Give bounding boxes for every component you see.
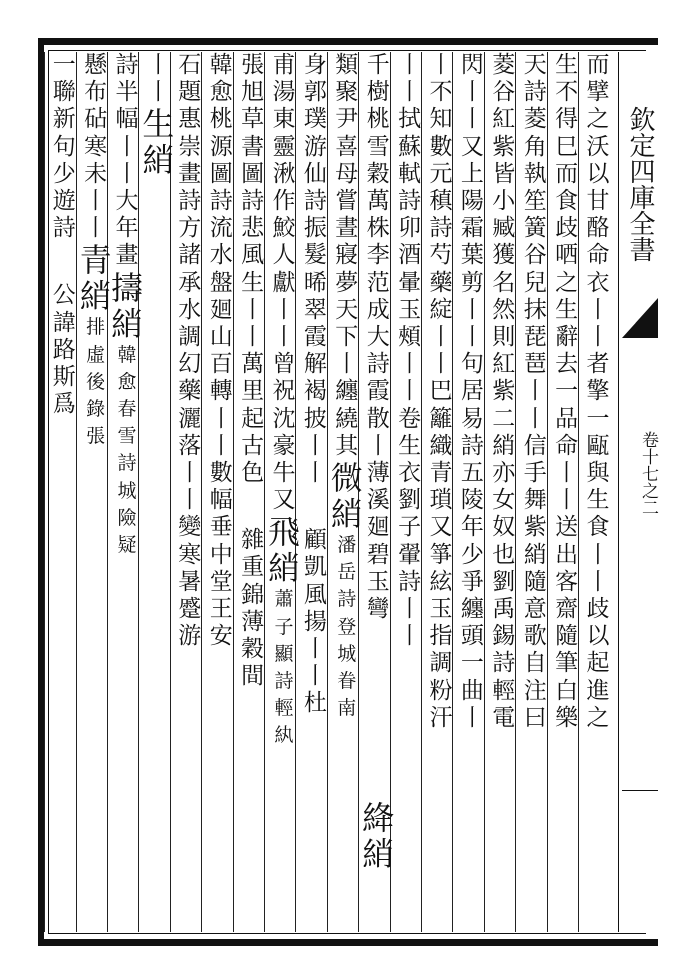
entry-heading-jiang — [360, 800, 396, 930]
entry-heading: 青 綃 — [79, 241, 112, 316]
column-text-after: 韓 愈 春 雪 詩 城 險 疑 — [117, 343, 137, 557]
column-text: 丨 丨 拭 蘇 軾 詩 卯 酒 暈 玉 頰 丨 丨 卷 生 衣 劉 子 翬 詩 丨 丨 — [398, 52, 422, 650]
column-text-after: 潘 岳 詩 登 城 眷 南 — [337, 534, 357, 720]
column-text: 張 旭 草 書 圖 詩 悲 風 生 丨 丨 萬 里 起 古 色 — [241, 52, 265, 487]
column-text: 懸 布 砧 寒 未 丨 丨 — [84, 52, 108, 242]
book-title: 欽定四庫全書 — [625, 106, 655, 262]
column-text-lower: 顧 凱 風 揚 丨 丨 杜 — [303, 527, 327, 717]
column-text: 而 擘 之 沃 以 甘 酪 命 衣 丨 丨 者 擎 一 甌 與 生 食 丨 丨 歧 以 起 進 之 — [586, 52, 610, 731]
column-text: 生 不 得 巳 而 食 歧 哂 之 生 辭 去 一 品 命 丨 丨 送 出 客 齋 隨 筆 白 樂 — [555, 52, 579, 731]
column-text-lower: 公 諱 路 斯 爲 — [52, 282, 76, 418]
column-text: 天 詩 菱 角 執 笙 簧 谷 兒 抹 琵 琶 丨 丨 信 手 舞 紫 綃 隨 意 歌 自 注 曰 — [523, 52, 547, 731]
text-column — [203, 52, 239, 932]
column-text-after: 蕭 子 顯 詩 輕 紈 — [274, 588, 294, 747]
column-text: 石 題 惠 崇 畫 詩 方 諸 承 水 調 幻 藥 灑 落 丨 丨 變 寒 暑 蹙 游 — [178, 52, 202, 650]
entry-heading: 微 綃 — [330, 459, 363, 534]
column-text: 閃 丨 丨 又 上 陽 霜 葉 剪 丨 丨 句 居 易 詩 五 陵 年 少 爭 纏 頭 一 曲 丨 — [460, 52, 484, 731]
column-text: 千 樹 桃 雪 穀 萬 株 李 范 成 大 詩 霞 散 丨 薄 溪 廻 碧 玉 彎 — [366, 52, 390, 623]
entry-heading: 生 綃 — [142, 105, 175, 180]
column-text: 丨 丨 — [146, 52, 170, 106]
text-column — [423, 52, 459, 932]
column-text-lower: 雜 重 錦 薄 穀 間 — [241, 527, 265, 690]
text-column — [454, 52, 490, 932]
fold-mark-icon — [622, 298, 658, 338]
text-column — [109, 52, 145, 932]
text-column — [392, 52, 428, 932]
column-text: 丨 不 知 數 元 稹 詩 芍 藥 綻 丨 丨 巴 籬 織 青 瑣 又 箏 絃 玉 指 調 粉 汗 — [429, 52, 453, 731]
text-column — [297, 52, 333, 932]
entry-heading: 擣 綃 — [110, 268, 143, 343]
text-column — [517, 52, 553, 932]
column-text: 類 聚 尹 喜 母 嘗 晝 寢 夢 天 下 丨 纏 繞 其 — [335, 52, 359, 459]
text-column — [486, 52, 522, 932]
column-text-after: 排 虛 後 錄 張 — [86, 316, 106, 448]
column-text: 一 聯 新 句 少 遊 詩 — [52, 52, 76, 242]
column-text: 身 郭 璞 游 仙 詩 振 髮 晞 翠 霞 解 褐 披 丨 丨 — [303, 52, 327, 487]
heading-jiang-text: 絳 綃 — [362, 799, 395, 873]
column-text: 菱 谷 紅 紫 皆 小 臧 獲 名 然 則 紅 紫 二 綃 亦 女 奴 也 劉 禹 錫 詩 輕 電 — [492, 52, 516, 731]
column-rule — [44, 52, 45, 932]
text-column — [78, 52, 114, 932]
entry-heading: 飛 綃 — [267, 513, 300, 588]
column-text: 甫 湯 東 靈 湫 作 鮫 人 獻 丨 丨 曾 祝 沈 豪 牛 又 — [272, 52, 296, 514]
text-column — [235, 52, 271, 932]
text-column — [46, 52, 82, 932]
column-text: 詩 半 幅 丨 丨 大 年 畫 — [115, 52, 139, 269]
volume-label: 卷十七之二 — [638, 430, 658, 516]
text-column — [549, 52, 585, 932]
fold-line — [622, 790, 658, 791]
text-column — [580, 52, 616, 932]
text-column — [140, 52, 176, 932]
text-column — [172, 52, 208, 932]
column-text: 韓 愈 桃 源 圖 詩 流 水 盤 廻 山 百 轉 丨 丨 數 幅 垂 中 堂 王 安 — [209, 52, 233, 650]
text-column — [266, 52, 302, 932]
